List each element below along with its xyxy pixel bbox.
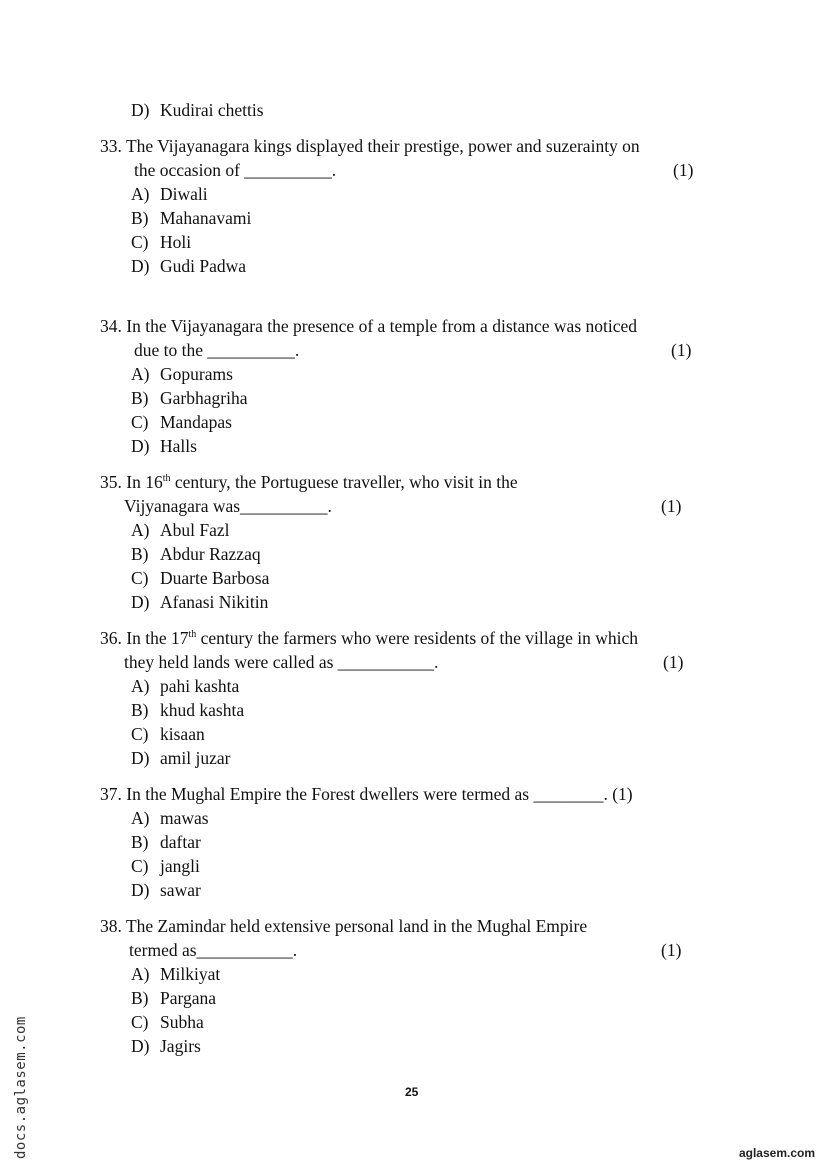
option-letter: A) [131, 808, 150, 828]
question-stem-continued: Vijyanagara was__________. [124, 496, 332, 516]
question-stem: 38. The Zamindar held extensive personal land in the Mughal Empire [100, 916, 588, 936]
option-text: Holi [160, 232, 192, 252]
option-letter: C) [131, 412, 149, 432]
question-stem: 37. In the Mughal Empire the Forest dwellers were termed as ________. (1) [100, 784, 633, 804]
option-text: kisaan [160, 724, 205, 744]
option-c [131, 723, 205, 745]
option-letter: B) [131, 700, 149, 720]
marks-label: (1) [663, 652, 684, 672]
option-a [131, 363, 233, 385]
option-text: Afanasi Nikitin [160, 592, 269, 612]
marks-label: (1) [671, 340, 692, 360]
option-a [131, 675, 239, 697]
option-text: daftar [160, 832, 201, 852]
option-b [131, 387, 247, 409]
option-text: mawas [160, 808, 209, 828]
question-stem: 33. The Vijayanagara kings displayed their prestige, power and suzerainty on [100, 136, 640, 156]
option-letter: C) [131, 568, 149, 588]
option-letter: B) [131, 388, 149, 408]
option-b [131, 543, 261, 565]
option-letter: A) [131, 520, 150, 540]
option-letter: D) [131, 1036, 150, 1056]
option-d [131, 255, 246, 277]
option-letter: D) [131, 436, 150, 456]
page-number: 25 [405, 1085, 419, 1099]
option-c [131, 567, 269, 589]
option-text: Diwali [160, 184, 208, 204]
option-text: Jagirs [160, 1036, 201, 1056]
option-text: Pargana [160, 988, 217, 1008]
option-d [131, 747, 230, 769]
option-text: sawar [160, 880, 201, 900]
option-d [131, 435, 197, 457]
option-b [131, 699, 244, 721]
option-c [131, 231, 191, 253]
option-letter: C) [131, 724, 149, 744]
option-letter: D) [131, 592, 150, 612]
question-stem-continued: termed as___________. [129, 940, 298, 960]
option-text: Gopurams [160, 364, 233, 384]
option-letter: D) [131, 100, 150, 120]
option-d [131, 1035, 201, 1057]
option-text: Halls [160, 436, 197, 456]
option-b [131, 831, 201, 853]
option-text: Gudi Padwa [160, 256, 247, 276]
option-text: Duarte Barbosa [160, 568, 270, 588]
option-c [131, 855, 200, 877]
option-text: khud kashta [160, 700, 245, 720]
option-text: Abdur Razzaq [160, 544, 261, 564]
question-stem-continued: due to the __________. [134, 340, 300, 360]
option-a [131, 519, 230, 541]
option-letter: C) [131, 1012, 149, 1032]
option-a [131, 183, 208, 205]
option-letter: D) [131, 748, 150, 768]
option-text: amil juzar [160, 748, 231, 768]
option-text: pahi kashta [160, 676, 240, 696]
option-letter: B) [131, 208, 149, 228]
option-text: Mandapas [160, 412, 232, 432]
option-letter: A) [131, 364, 150, 384]
option-letter: A) [131, 676, 150, 696]
option-letter: B) [131, 832, 149, 852]
option-text: Garbhagriha [160, 388, 248, 408]
question-stem: 36. In the 17th century the farmers who were residents of the village in which [100, 628, 638, 648]
option-d [131, 591, 268, 613]
option-letter: C) [131, 232, 149, 252]
question-stem: 34. In the Vijayanagara the presence of a temple from a distance was noticed [100, 316, 638, 336]
option-c [131, 411, 232, 433]
option-a [131, 807, 209, 829]
option-b [131, 987, 216, 1009]
marks-label: (1) [661, 940, 682, 960]
option-text: Subha [160, 1012, 204, 1032]
option-letter: A) [131, 964, 150, 984]
option-d [131, 879, 201, 901]
option-text: Kudirai chettis [160, 100, 264, 120]
option-d [131, 99, 264, 121]
corner-watermark: aglasem.com [738, 1146, 815, 1160]
option-text: jangli [160, 856, 200, 876]
option-letter: D) [131, 256, 150, 276]
option-letter: A) [131, 184, 150, 204]
side-watermark: docs.aglasem.com [13, 1016, 29, 1159]
option-c [131, 1011, 204, 1033]
marks-label: (1) [673, 160, 694, 180]
question-stem-continued: the occasion of __________. [134, 160, 337, 180]
question-stem-continued: they held lands were called as ___________. [124, 652, 439, 672]
option-letter: B) [131, 544, 149, 564]
option-text: Mahanavami [160, 208, 252, 228]
option-text: Milkiyat [160, 964, 221, 984]
option-text: Abul Fazl [160, 520, 230, 540]
question-stem: 35. In 16th century, the Portuguese traveller, who visit in the [100, 472, 518, 492]
option-b [131, 207, 251, 229]
option-letter: B) [131, 988, 149, 1008]
marks-label: (1) [661, 496, 682, 516]
option-letter: C) [131, 856, 149, 876]
option-letter: D) [131, 880, 150, 900]
option-a [131, 963, 220, 985]
